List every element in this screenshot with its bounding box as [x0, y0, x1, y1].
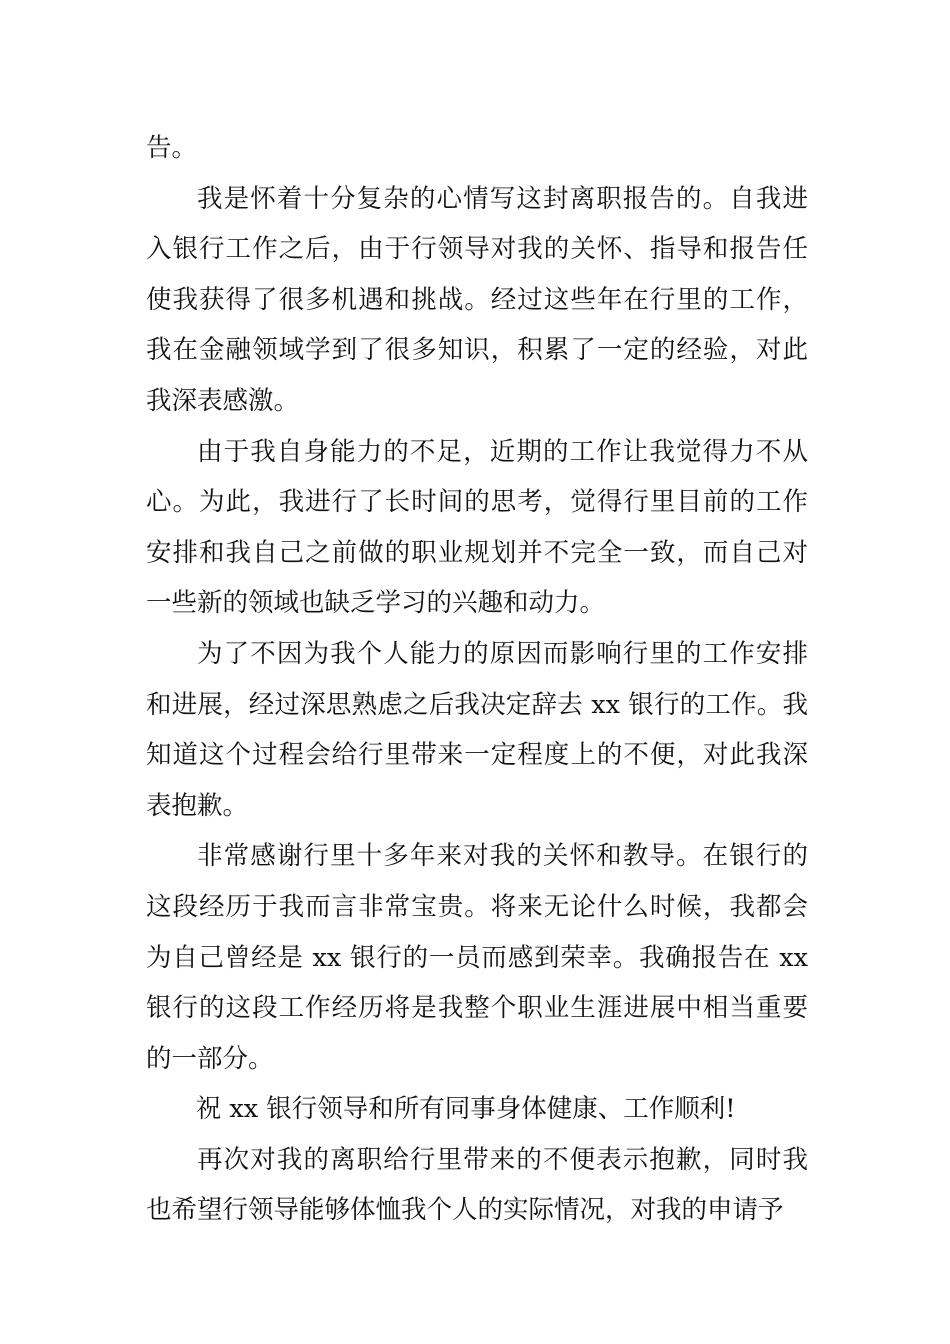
paragraph-apology: 再次对我的离职给行里带来的不便表示抱歉，同时我也希望行领导能够体恤我个人的实际情况，对我的申请予	[146, 1144, 808, 1226]
paragraph-wishes: 祝 xx 银行领导和所有同事身体健康、工作顺利!	[195, 1094, 736, 1125]
paragraph-gratitude: 非常感谢行里十多年来对我的关怀和教导。在银行的这段经历于我而言非常宝贵。将来无论什么时候，我都会为自己曾经是 xx 银行的一员而感到荣幸。我确报告在 xx 银行的这段工作经历将是我整个职业生涯进展中相当重要的一部分。	[146, 841, 808, 1074]
paragraph-ability: 由于我自身能力的不足，近期的工作让我觉得力不从心。为此，我进行了长时间的思考，觉得行里目前的工作安排和我自己之前做的职业规划并不完全一致，而自己对一些新的领域也缺乏学习的兴趣和动力。	[146, 436, 808, 619]
letter-body	[146, 123, 808, 1236]
paragraph-continuation: 告。	[146, 133, 198, 163]
paragraph-feelings: 我是怀着十分复杂的心情写这封离职报告的。自我进入银行工作之后，由于行领导对我的关怀、指导和报告任使我获得了很多机遇和挑战。经过这些年在行里的工作，我在金融领域学到了很多知识，积累了一定的经验，对此我深表感激。	[146, 183, 808, 416]
paragraph-decision: 为了不因为我个人能力的原因而影响行里的工作安排和进展，经过深思熟虑之后我决定辞去 xx 银行的工作。我知道这个过程会给行里带来一定程度上的不便，对此我深表抱歉。	[146, 638, 808, 821]
